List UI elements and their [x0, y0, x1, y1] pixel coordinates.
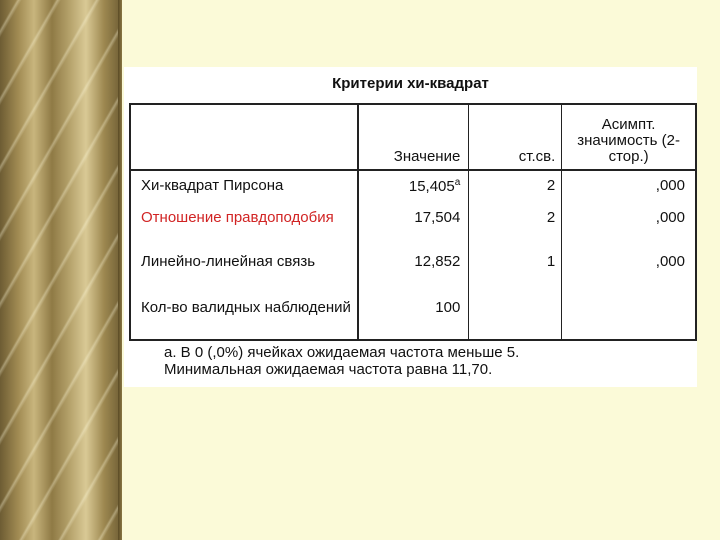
table-row	[130, 170, 696, 209]
footnote-line-1: a. В 0 (,0%) ячейках ожидаемая частота меньше 5.	[164, 344, 520, 361]
header-empty	[130, 104, 358, 170]
row-label: Хи-квадрат Пирсона	[130, 170, 358, 209]
chi-square-table	[129, 103, 697, 341]
table-header-row	[130, 104, 696, 170]
header-df: ст.св.	[469, 104, 562, 170]
row-label: Отношение правдоподобия	[130, 209, 358, 253]
table-footnote	[164, 344, 519, 378]
header-significance: Асимпт. значимость (2-стор.)	[562, 104, 696, 170]
footnote-line-2: Минимальная ожидаемая частота равна 11,70.	[164, 361, 493, 378]
table-row	[130, 209, 696, 253]
value-number: 15,405	[408, 178, 455, 195]
footnote-marker: a	[454, 177, 461, 188]
row-value: 17,504	[358, 209, 469, 253]
row-value: 100	[358, 299, 469, 340]
row-value	[358, 170, 469, 209]
table-title: Критерии хи-квадрат	[332, 75, 489, 92]
row-sig: ,000	[655, 177, 685, 194]
row-df: 2	[469, 170, 562, 209]
header-value: Значение	[358, 104, 469, 170]
table-row	[130, 299, 696, 340]
row-sig	[562, 299, 696, 340]
row-sig: ,000	[655, 209, 685, 226]
table-row	[130, 253, 696, 299]
row-df: 2	[469, 209, 562, 253]
row-value: 12,852	[358, 253, 469, 299]
row-sig: ,000	[655, 253, 685, 270]
row-df: 1	[469, 253, 562, 299]
output-table-panel	[124, 67, 697, 387]
row-label: Кол-во валидных наблюдений	[130, 299, 358, 340]
row-label: Линейно-линейная связь	[130, 253, 358, 299]
decorative-gold-rail	[0, 0, 122, 540]
row-df	[469, 299, 562, 340]
